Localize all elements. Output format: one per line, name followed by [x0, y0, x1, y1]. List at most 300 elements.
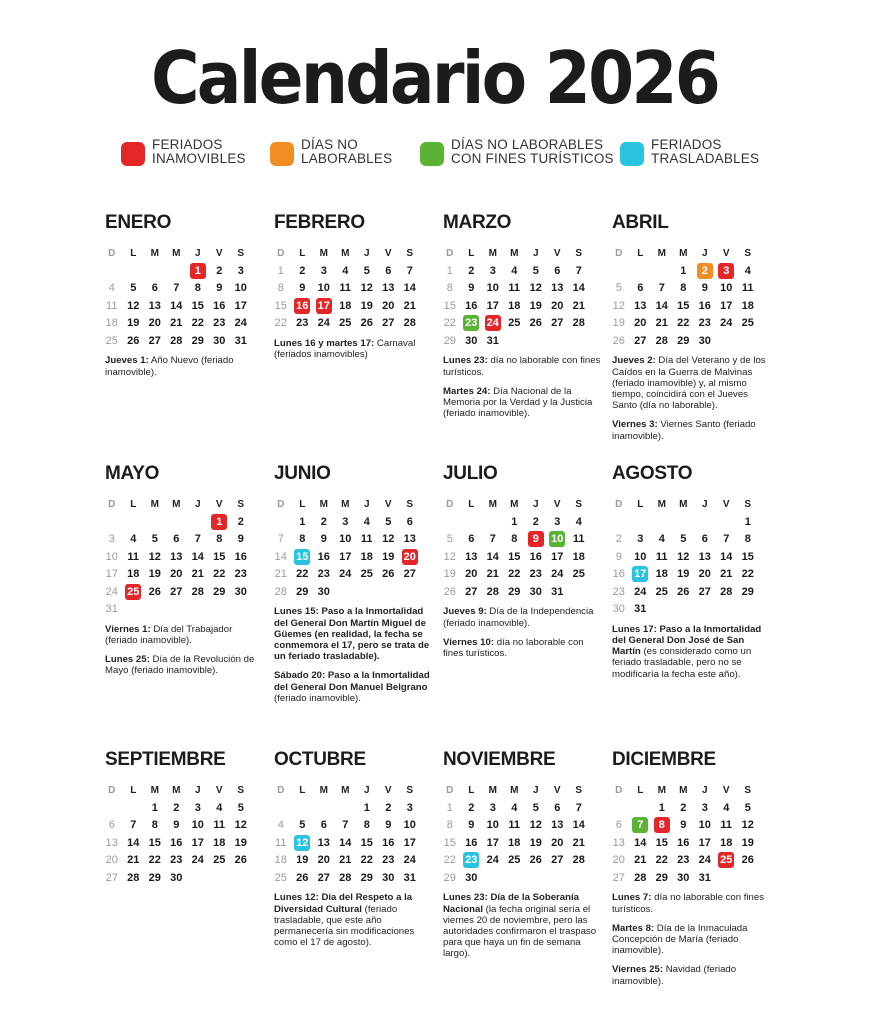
empty-cell — [313, 799, 335, 816]
day-cell: 18 — [213, 836, 226, 849]
day-cell: 6 — [554, 802, 561, 815]
day-cell: 7 — [277, 533, 284, 546]
day-cell: 16 — [317, 550, 330, 563]
day-cell: 10 — [191, 819, 204, 832]
day-cell: 14 — [634, 836, 647, 849]
empty-cell — [144, 513, 166, 530]
weekday-header: D — [446, 785, 454, 797]
weekday-header: D — [277, 785, 285, 797]
day-cell: 29 — [655, 871, 668, 884]
legend-item-no-laborable — [270, 138, 392, 166]
day-cell: 14 — [170, 299, 183, 312]
weekday-header: L — [299, 499, 306, 511]
month-name: AGOSTO — [612, 463, 693, 484]
day-cell: 25 — [274, 871, 287, 884]
day-cell: 2 — [320, 516, 327, 529]
day-cell: 4 — [744, 265, 751, 278]
day-cell: 2 — [216, 265, 223, 278]
day-cell: 17 — [551, 550, 564, 563]
day-cell: 2 — [468, 265, 475, 278]
day-cell: 18 — [274, 854, 287, 867]
day-cell: 5 — [130, 282, 137, 295]
day-cell: 11 — [106, 299, 118, 312]
day-cell-inamovible: 20 — [403, 550, 416, 563]
day-cell: 26 — [127, 334, 140, 347]
day-cell: 29 — [443, 334, 456, 347]
day-cell: 10 — [403, 819, 416, 832]
day-cell: 5 — [744, 802, 751, 815]
month-notes — [612, 892, 774, 986]
day-cell: 16 — [612, 568, 625, 581]
day-cell: 25 — [213, 854, 226, 867]
weekday-header: M — [657, 248, 666, 260]
day-cell: 27 — [634, 334, 647, 347]
day-cell: 24 — [317, 317, 330, 330]
day-cell: 4 — [216, 802, 223, 815]
day-cell: 9 — [237, 533, 244, 546]
day-cell: 26 — [382, 568, 395, 581]
day-cell-inamovible: 25 — [127, 585, 140, 598]
day-cell: 21 — [634, 854, 647, 867]
empty-cell — [694, 513, 716, 530]
day-cell: 4 — [342, 265, 349, 278]
day-cell: 19 — [741, 836, 754, 849]
day-cell: 6 — [173, 533, 180, 546]
legend-item-trasladable — [620, 138, 759, 166]
day-cell: 1 — [277, 265, 284, 278]
month-grid — [439, 496, 603, 600]
day-cell: 28 — [572, 317, 585, 330]
weekday-header: D — [277, 499, 285, 511]
day-cell: 12 — [612, 299, 625, 312]
day-cell: 12 — [360, 282, 373, 295]
day-cell-inamovible: 16 — [296, 299, 309, 312]
day-cell: 17 — [339, 550, 352, 563]
day-cell: 3 — [406, 802, 413, 815]
day-cell: 9 — [468, 819, 475, 832]
day-cell: 13 — [698, 550, 711, 563]
day-cell-inamovible: 9 — [525, 531, 547, 548]
day-cell: 23 — [296, 317, 309, 330]
weekday-header: S — [406, 499, 414, 511]
day-cell: 15 — [191, 299, 204, 312]
holiday-note: Viernes 1: Día del Trabajador (feriado inamovible). — [105, 623, 233, 646]
day-cell: 17 — [234, 299, 247, 312]
weekday-header: V — [215, 248, 223, 260]
day-cell: 6 — [468, 533, 475, 546]
month-name: JULIO — [443, 463, 498, 484]
day-cell: 23 — [170, 854, 183, 867]
weekday-header: D — [446, 248, 454, 260]
weekday-header: D — [615, 248, 623, 260]
day-cell: 15 — [213, 550, 226, 563]
day-cell: 15 — [508, 550, 521, 563]
day-cell: 22 — [741, 568, 754, 581]
day-cell: 14 — [403, 282, 416, 295]
legend-label — [651, 138, 759, 166]
day-cell-trasladable: 23 — [465, 854, 478, 867]
day-cell: 30 — [234, 585, 247, 598]
day-cell: 11 — [655, 550, 668, 563]
weekday-header: V — [722, 248, 730, 260]
month-mayo — [105, 462, 265, 685]
day-cell: 24 — [486, 854, 499, 867]
day-cell: 8 — [744, 533, 751, 546]
day-cell: 29 — [508, 585, 521, 598]
month-grid — [270, 245, 434, 332]
day-cell: 17 — [403, 836, 416, 849]
day-cell: 18 — [572, 550, 585, 563]
month-grid — [101, 245, 265, 349]
day-cell: 1 — [363, 802, 370, 815]
day-cell: 15 — [655, 836, 668, 849]
day-cell: 6 — [108, 819, 115, 832]
empty-cell — [630, 513, 652, 530]
day-cell: 2 — [385, 802, 392, 815]
day-cell: 5 — [151, 533, 158, 546]
day-cell: 29 — [191, 334, 204, 347]
legend-label-line: TRASLADABLES — [651, 151, 760, 166]
legend-item-inamovible — [121, 138, 246, 166]
day-cell: 14 — [572, 282, 585, 295]
day-cell: 24 — [339, 568, 352, 581]
day-cell: 27 — [465, 585, 478, 598]
day-cell: 25 — [508, 854, 521, 867]
weekday-header: J — [701, 785, 708, 797]
month-septiembre — [105, 748, 265, 886]
day-cell: 17 — [191, 836, 204, 849]
day-cell: 6 — [637, 282, 644, 295]
day-cell: 1 — [744, 516, 751, 529]
day-cell: 21 — [486, 568, 499, 581]
day-cell: 28 — [191, 585, 204, 598]
day-cell: 13 — [465, 550, 478, 563]
day-cell: 19 — [234, 836, 247, 849]
day-cell: 22 — [508, 568, 521, 581]
day-cell: 8 — [680, 282, 687, 295]
empty-cell — [123, 513, 145, 530]
empty-cell — [461, 513, 483, 530]
day-cell: 13 — [403, 533, 416, 546]
day-cell: 17 — [486, 299, 499, 312]
weekday-header: M — [319, 248, 328, 260]
day-cell: 3 — [637, 533, 644, 546]
page-title: Calendario 2026 — [150, 36, 719, 120]
day-cell: 8 — [151, 819, 158, 832]
day-cell: 3 — [237, 265, 244, 278]
day-cell: 3 — [320, 265, 327, 278]
day-cell: 2 — [615, 533, 622, 546]
day-cell: 7 — [130, 819, 137, 832]
month-name: ENERO — [105, 212, 172, 233]
empty-cell — [123, 262, 145, 279]
day-cell: 13 — [551, 819, 564, 832]
weekday-header: M — [510, 248, 519, 260]
legend-label-line: LABORABLES — [301, 151, 393, 166]
day-cell: 26 — [234, 854, 247, 867]
weekday-header: V — [553, 499, 561, 511]
day-cell: 8 — [216, 533, 223, 546]
day-cell: 20 — [382, 299, 395, 312]
day-cell: 8 — [511, 533, 518, 546]
day-cell: 26 — [443, 585, 456, 598]
day-cell: 26 — [612, 334, 625, 347]
day-cell-trasladable: 12 — [296, 836, 309, 849]
day-cell: 19 — [612, 317, 625, 330]
day-cell: 9 — [615, 550, 622, 563]
weekday-header: M — [679, 248, 688, 260]
legend-swatch-inamovible — [121, 142, 145, 166]
day-cell: 19 — [296, 854, 309, 867]
legend-label-line: DÍAS NO — [301, 137, 358, 152]
day-cell: 21 — [655, 317, 668, 330]
day-cell: 30 — [677, 871, 690, 884]
day-cell: 17 — [698, 836, 711, 849]
day-cell: 4 — [658, 533, 665, 546]
day-cell: 14 — [191, 550, 204, 563]
weekday-header: S — [575, 248, 583, 260]
day-cell: 18 — [720, 836, 733, 849]
day-cell: 31 — [403, 871, 416, 884]
empty-cell — [270, 799, 292, 816]
empty-cell — [630, 799, 652, 816]
weekday-header: L — [637, 248, 644, 260]
day-cell: 25 — [105, 334, 118, 347]
day-cell: 16 — [234, 550, 247, 563]
day-cell: 20 — [612, 854, 625, 867]
weekday-header: L — [130, 499, 137, 511]
weekday-header: J — [194, 499, 201, 511]
day-cell: 26 — [148, 585, 161, 598]
day-cell: 10 — [634, 550, 647, 563]
day-cell: 10 — [317, 282, 330, 295]
weekday-header: M — [679, 499, 688, 511]
legend-label — [152, 138, 246, 166]
legend-item-turistico — [420, 138, 614, 166]
weekday-header: S — [406, 248, 414, 260]
weekday-header: V — [384, 248, 392, 260]
empty-cell — [651, 262, 673, 279]
day-cell: 1 — [658, 802, 665, 815]
day-cell: 8 — [277, 282, 284, 295]
day-cell: 16 — [465, 836, 478, 849]
day-cell: 18 — [508, 836, 521, 849]
day-cell: 10 — [339, 533, 352, 546]
empty-cell — [651, 513, 673, 530]
day-cell: 11 — [275, 836, 287, 849]
day-cell: 28 — [274, 585, 287, 598]
day-cell: 6 — [320, 819, 327, 832]
day-cell: 11 — [360, 533, 373, 546]
legend-label-line: CON FINES TURÍSTICOS — [451, 151, 614, 166]
weekday-header: S — [575, 785, 583, 797]
weekday-header: M — [341, 248, 350, 260]
day-cell: 3 — [194, 802, 201, 815]
month-marzo — [443, 211, 603, 427]
day-cell: 4 — [511, 265, 518, 278]
day-cell: 19 — [529, 299, 542, 312]
weekday-header: V — [215, 785, 223, 797]
day-cell: 24 — [234, 317, 247, 330]
month-name: NOVIEMBRE — [443, 749, 556, 770]
weekday-header: L — [468, 785, 475, 797]
weekday-header: M — [150, 785, 159, 797]
day-cell: 11 — [213, 819, 226, 832]
day-cell-turistico: 7 — [630, 817, 652, 834]
day-cell: 18 — [360, 550, 373, 563]
day-cell: 17 — [486, 836, 499, 849]
month-name: SEPTIEMBRE — [105, 749, 226, 770]
day-cell: 24 — [105, 585, 118, 598]
day-cell: 31 — [634, 603, 647, 616]
legend-label — [451, 138, 614, 166]
day-cell: 11 — [508, 282, 521, 295]
day-cell: 10 — [486, 819, 499, 832]
day-cell: 4 — [277, 819, 284, 832]
day-cell: 3 — [489, 802, 496, 815]
day-cell: 3 — [701, 802, 708, 815]
month-noviembre — [443, 748, 603, 968]
day-cell-inamovible: 17 — [317, 299, 330, 312]
day-cell: 12 — [741, 819, 754, 832]
day-cell: 11 — [572, 533, 585, 546]
day-cell: 7 — [173, 282, 180, 295]
day-cell: 10 — [486, 282, 499, 295]
day-cell: 4 — [723, 802, 730, 815]
holiday-note: Lunes 23: Día de la Soberanía Nacional (la fecha original sería el viernes 20 de noviembre, pero las autoridades confirmaron el traspaso para que haya un fin de semana largo). — [443, 892, 597, 960]
empty-cell — [292, 799, 314, 816]
legend-swatch-no-laborable — [270, 142, 294, 166]
day-cell: 1 — [446, 802, 453, 815]
weekday-header: J — [363, 499, 370, 511]
day-cell: 16 — [465, 299, 478, 312]
empty-cell — [608, 513, 630, 530]
weekday-header: M — [657, 499, 666, 511]
day-cell: 5 — [299, 819, 306, 832]
day-cell: 22 — [213, 568, 226, 581]
day-cell: 11 — [741, 282, 754, 295]
holiday-note: Lunes 23: día no laborable con fines turísticos. — [443, 355, 601, 378]
day-cell: 30 — [170, 871, 183, 884]
day-cell-inamovible: 1 — [209, 513, 231, 530]
day-cell: 22 — [148, 854, 161, 867]
empty-cell — [123, 799, 145, 816]
month-abril — [612, 211, 772, 450]
day-cell: 2 — [532, 516, 539, 529]
weekday-header: S — [237, 499, 245, 511]
day-cell: 31 — [234, 334, 247, 347]
weekday-header: M — [341, 785, 350, 797]
day-cell: 21 — [572, 299, 585, 312]
day-cell: 23 — [317, 568, 330, 581]
day-cell: 7 — [489, 533, 496, 546]
day-cell: 25 — [339, 317, 352, 330]
day-cell: 21 — [127, 854, 140, 867]
weekday-header: M — [510, 785, 519, 797]
weekday-header: L — [130, 785, 137, 797]
weekday-header: M — [150, 499, 159, 511]
day-cell: 6 — [701, 533, 708, 546]
day-cell: 18 — [655, 568, 668, 581]
day-cell: 7 — [658, 282, 665, 295]
day-cell: 20 — [148, 317, 161, 330]
day-cell: 13 — [612, 836, 625, 849]
day-cell: 6 — [151, 282, 158, 295]
day-cell: 7 — [194, 533, 201, 546]
day-cell: 5 — [363, 265, 370, 278]
weekday-header: S — [575, 499, 583, 511]
day-cell: 20 — [551, 299, 564, 312]
empty-cell — [716, 513, 738, 530]
month-name: ABRIL — [612, 212, 669, 233]
day-cell: 3 — [489, 265, 496, 278]
day-cell: 27 — [105, 871, 118, 884]
empty-cell — [101, 262, 123, 279]
empty-cell — [439, 513, 461, 530]
weekday-header: J — [194, 785, 201, 797]
day-cell: 11 — [127, 550, 140, 563]
day-cell: 22 — [443, 317, 456, 330]
day-cell: 18 — [741, 299, 754, 312]
day-cell: 16 — [170, 836, 183, 849]
weekday-header: M — [679, 785, 688, 797]
day-cell: 2 — [680, 802, 687, 815]
day-cell: 27 — [170, 585, 183, 598]
day-cell: 1 — [151, 802, 158, 815]
day-cell: 5 — [680, 533, 687, 546]
day-cell: 13 — [105, 836, 118, 849]
day-cell: 27 — [382, 317, 395, 330]
month-notes — [612, 624, 774, 680]
day-cell: 8 — [446, 282, 453, 295]
day-cell: 29 — [741, 585, 754, 598]
day-cell: 25 — [360, 568, 373, 581]
weekday-header: J — [532, 785, 539, 797]
day-cell: 23 — [234, 568, 247, 581]
day-cell: 2 — [173, 802, 180, 815]
weekday-header: L — [130, 248, 137, 260]
day-cell: 22 — [360, 854, 373, 867]
month-notes — [274, 606, 436, 704]
day-cell: 16 — [529, 550, 542, 563]
legend-label — [301, 138, 392, 166]
day-cell: 23 — [612, 585, 625, 598]
legend — [0, 138, 869, 174]
day-cell: 13 — [634, 299, 647, 312]
weekday-header: J — [701, 248, 708, 260]
day-cell: 12 — [529, 282, 542, 295]
day-cell: 16 — [382, 836, 395, 849]
day-cell: 9 — [701, 282, 708, 295]
month-grid — [101, 496, 265, 618]
day-cell: 24 — [634, 585, 647, 598]
weekday-header: L — [299, 248, 306, 260]
weekday-header: S — [237, 248, 245, 260]
day-cell: 15 — [443, 836, 456, 849]
day-cell: 12 — [382, 533, 395, 546]
day-cell: 8 — [446, 819, 453, 832]
empty-cell — [335, 799, 357, 816]
day-cell: 12 — [677, 550, 690, 563]
day-cell: 24 — [551, 568, 564, 581]
day-cell: 11 — [720, 819, 733, 832]
empty-cell — [270, 513, 292, 530]
day-cell: 10 — [105, 550, 118, 563]
day-cell: 27 — [551, 317, 564, 330]
day-cell: 19 — [443, 568, 456, 581]
day-cell: 20 — [698, 568, 711, 581]
weekday-header: J — [532, 499, 539, 511]
